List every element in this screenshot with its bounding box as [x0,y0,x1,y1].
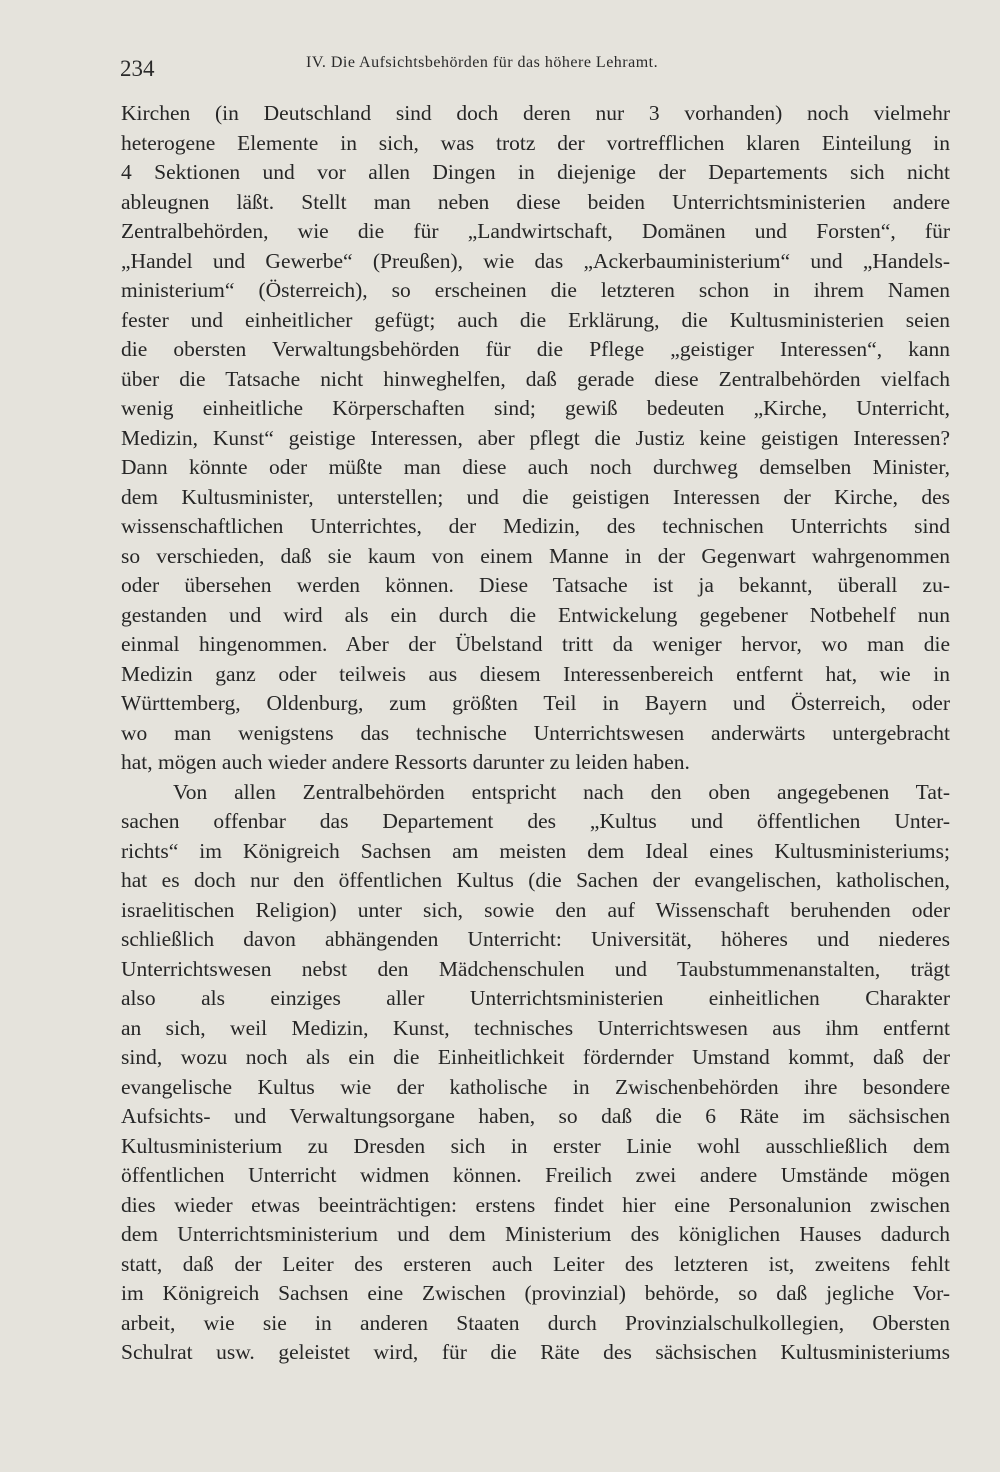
text-line: ministerium“ (Österreich), so erscheinen die letzteren schon in ihrem Namen [121,278,950,302]
text-line: wo man wenigstens das technische Unterrichtswesen anderwärts untergebracht [121,720,950,745]
text-line: gestanden und wird als ein durch die Entwickelung gegebener Notbehelf nun [121,602,950,627]
text-line: hat es doch nur den öffentlichen Kultus (die Sachen der evangelischen, katholischen, [121,868,950,892]
text-line: also als einziges aller Unterrichtsministerien einheitlichen Charakter [121,986,950,1010]
text-line: so verschieden, daß sie kaum von einem Manne in der Gegenwart wahrgenommen [121,543,950,568]
text-line: israelitischen Religion) unter sich, sowie den auf Wissenschaft beruhenden oder [121,897,950,922]
text-line: heterogene Elemente in sich, was trotz der vortrefflichen klaren Einteilung in [121,130,950,155]
text-line: öffentlichen Unterricht widmen können. Freilich zwei andere Umstände mögen [121,1163,950,1187]
text-line: wissenschaftlichen Unterrichtes, der Medizin, des technischen Unterrichts sind [121,514,950,538]
text-line: Kirchen (in Deutschland sind doch deren nur 3 vorhanden) noch vielmehr [121,101,950,125]
text-line: Kultusministerium zu Dresden sich in erster Linie wohl ausschließlich dem [121,1133,950,1158]
text-line: statt, daß der Leiter des ersteren auch Leiter des letzteren ist, zweitens fehlt [121,1251,950,1276]
chapter-heading: IV. Die Aufsichtsbehörden für das höhere Lehramt. [306,54,659,71]
text-line: im Königreich Sachsen eine Zwischen (provinzial) behörde, so daß jegliche Vor- [121,1281,950,1305]
paragraph-start-line: Von allen Zentralbehörden entspricht nach den oben angegebenen Tat- [173,779,950,804]
text-line: dem Kultusminister, unterstellen; und die geistigen Interessen der Kirche, des [121,484,950,509]
text-line: Zentralbehörden, wie die für „Landwirtschaft, Domänen und Forsten“, für [121,219,950,243]
text-line: oder übersehen werden können. Diese Tatsache ist ja bekannt, überall zu- [121,573,950,597]
text-line: Württemberg, Oldenburg, zum größten Teil in Bayern und Österreich, oder [121,691,950,715]
text-line: sachen offenbar das Departement des „Kultus und öffentlichen Unter- [121,809,950,833]
text-line: wenig einheitliche Körperschaften sind; gewiß bedeuten „Kirche, Unterricht, [121,396,950,420]
text-line: dem Unterrichtsministerium und dem Ministerium des königlichen Hauses dadurch [121,1222,950,1246]
text-line: arbeit, wie sie in anderen Staaten durch Provinzialschulkollegien, Obersten [121,1310,950,1335]
text-line: Aufsichts- und Verwaltungsorgane haben, so daß die 6 Räte im sächsischen [121,1104,950,1128]
text-line: Schulrat usw. geleistet wird, für die Räte des sächsischen Kultusministeriums [121,1340,950,1364]
text-line: sind, wozu noch als ein die Einheitlichkeit fördernder Umstand kommt, daß der [121,1045,950,1069]
text-line: 4 Sektionen und vor allen Dingen in diejenige der Departements sich nicht [121,160,950,184]
text-line: evangelische Kultus wie der katholische in Zwischenbehörden ihre besondere [121,1074,950,1099]
text-line: dies wieder etwas beeinträchtigen: erstens findet hier eine Personalunion zwischen [121,1192,950,1217]
text-line: fester und einheitlicher gefügt; auch die Erklärung, die Kultusministerien seien [121,307,950,332]
text-line: über die Tatsache nicht hinweghelfen, daß gerade diese Zentralbehörden vielfach [121,366,950,391]
text-line: Medizin, Kunst“ geistige Interessen, aber pflegt die Justiz keine geistigen Interessen? [121,425,950,450]
running-head [120,54,950,84]
text-line: einmal hingenommen. Aber der Übelstand tritt da weniger hervor, wo man die [121,632,950,656]
text-line: ableugnen läßt. Stellt man neben diese beiden Unterrichtsministerien andere [121,189,950,214]
body-text [121,99,950,1368]
text-line: richts“ im Königreich Sachsen am meisten dem Ideal eines Kultusministeriums; [121,838,950,863]
text-line: „Handel und Gewerbe“ (Preußen), wie das „Ackerbauministerium“ und „Handels- [121,248,950,273]
text-line: Medizin ganz oder teilweis aus diesem Interessenbereich entfernt hat, wie in [121,661,950,686]
text-line: an sich, weil Medizin, Kunst, technisches Unterrichtswesen aus ihm entfernt [121,1015,950,1040]
text-line: schließlich davon abhängenden Unterricht: Universität, höheres und niederes [121,927,950,951]
paragraph-end-line: hat, mögen auch wieder andere Ressorts darunter zu leiden haben. [121,750,690,774]
text-line: die obersten Verwaltungsbehörden für die Pflege „geistiger Interessen“, kann [121,337,950,361]
text-line: Unterrichtswesen nebst den Mädchenschulen und Taubstummenanstalten, trägt [121,956,950,981]
page-number: 234 [120,56,155,81]
text-line: Dann könnte oder müßte man diese auch noch durchweg demselben Minister, [121,455,950,479]
